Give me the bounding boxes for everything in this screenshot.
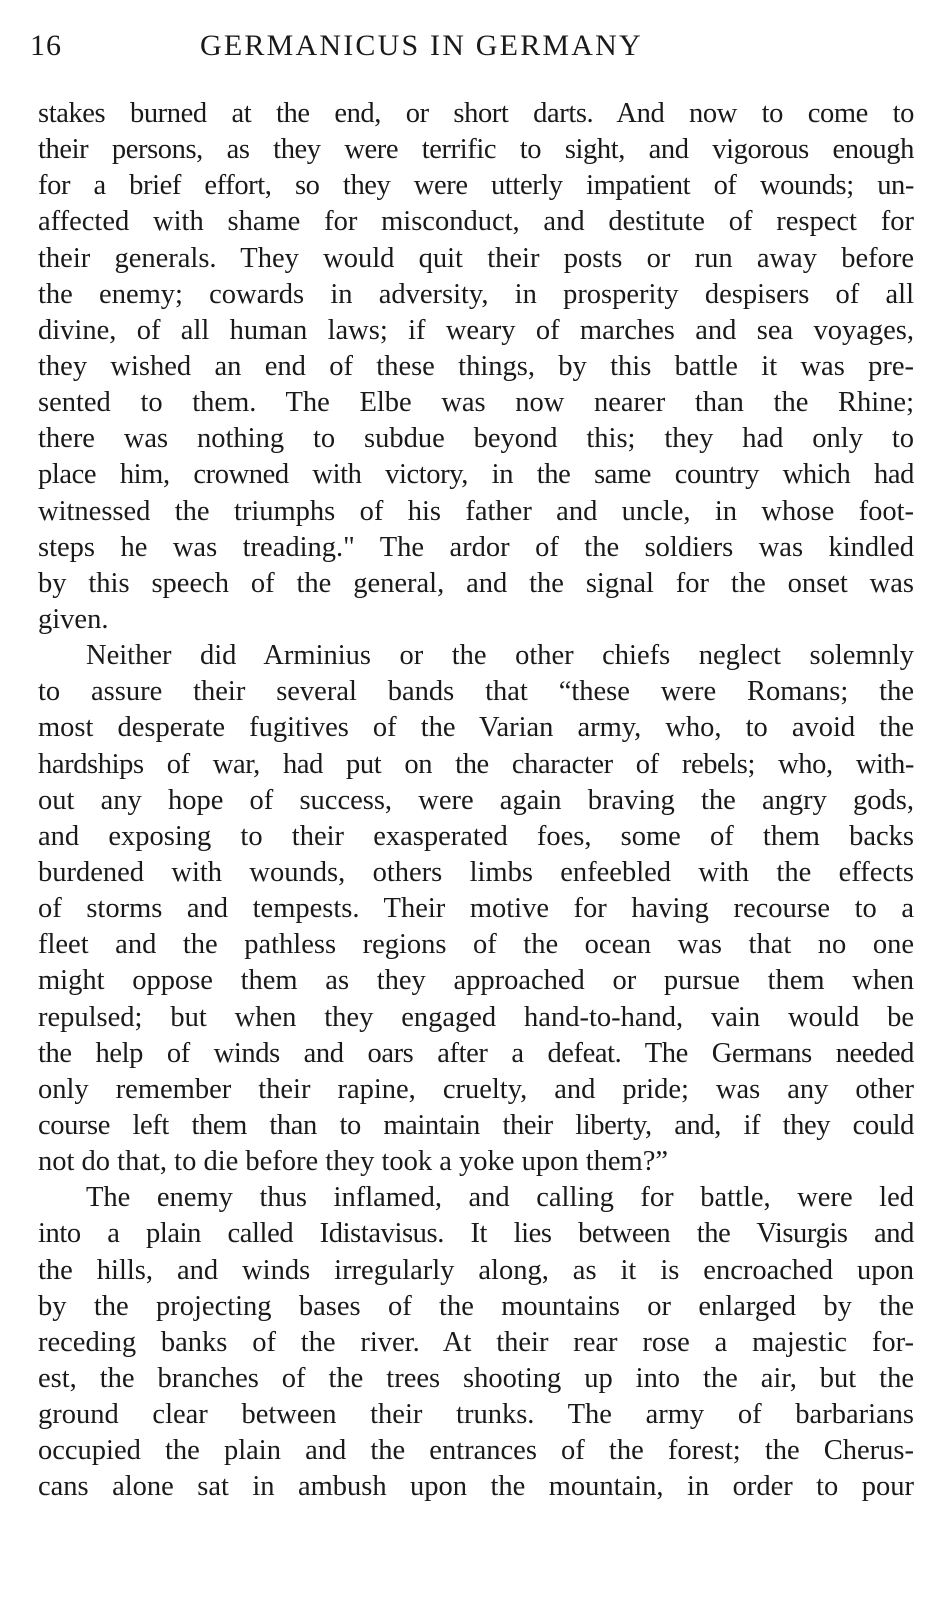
text-line: for a brief effort, so they were utterly impatient of wounds; un- [38, 170, 914, 202]
running-title: GERMANICUS IN GERMANY [200, 29, 643, 62]
text-line: might oppose them as they approached or pursue them when [38, 965, 914, 997]
text-line: the help of winds and oars after a defeat. The Germans needed [38, 1037, 914, 1069]
text-line: out any hope of success, were again braving the angry gods, [38, 784, 914, 816]
text-line: the hills, and winds irregularly along, as it is encroached upon [38, 1254, 914, 1286]
text-line: receding banks of the river. At their rear rose a majestic for- [38, 1326, 914, 1358]
text-line: hardships of war, had put on the character of rebels; who, with- [38, 748, 914, 780]
text-line: given. [38, 603, 109, 635]
text-line: they wished an end of these things, by this battle it was pre- [38, 350, 914, 382]
text-line: there was nothing to subdue beyond this; they had only to [38, 423, 914, 455]
page-number: 16 [30, 29, 62, 62]
text-line: burdened with wounds, others limbs enfeebled with the effects [38, 856, 914, 888]
body-text [38, 96, 914, 1505]
text-line: stakes burned at the end, or short darts. And now to come to [38, 98, 914, 129]
text-line: course left them than to maintain their liberty, and, if they could [38, 1109, 914, 1141]
text-line: most desperate fugitives of the Varian army, who, to avoid the [38, 712, 914, 744]
text-line: by this speech of the general, and the signal for the onset was [38, 567, 914, 599]
text-line: the enemy; cowards in adversity, in prosperity despisers of all [38, 278, 914, 310]
paragraph-start-line: Neither did Arminius or the other chiefs neglect solemnly [86, 640, 914, 672]
text-line: not do that, to die before they took a yoke upon them?” [38, 1146, 668, 1178]
text-line: by the projecting bases of the mountains or enlarged by the [38, 1290, 914, 1322]
text-line: est, the branches of the trees shooting up into the air, but the [38, 1362, 914, 1394]
text-line: witnessed the triumphs of his father and uncle, in whose foot- [38, 495, 914, 527]
text-line: steps he was treading." The ardor of the soldiers was kindled [38, 531, 914, 563]
text-line: occupied the plain and the entrances of the forest; the Cherus- [38, 1435, 914, 1467]
text-line: their generals. They would quit their posts or run away before [38, 242, 914, 274]
text-line: sented to them. The Elbe was now nearer than the Rhine; [38, 387, 914, 419]
text-line: ground clear between their trunks. The army of barbarians [38, 1399, 914, 1431]
text-line: cans alone sat in ambush upon the mountain, in order to pour [38, 1471, 914, 1503]
text-line: affected with shame for misconduct, and destitute of respect for [38, 206, 914, 238]
text-line: and exposing to their exasperated foes, some of them backs [38, 820, 914, 852]
text-line: place him, crowned with victory, in the same country which had [38, 459, 914, 491]
text-line: divine, of all human laws; if weary of marches and sea voyages, [38, 314, 914, 346]
text-line: to assure their several bands that “these were Romans; the [38, 676, 914, 708]
text-line: of storms and tempests. Their motive for having recourse to a [38, 893, 914, 925]
text-line: their persons, as they were terrific to sight, and vigorous enough [38, 134, 914, 166]
text-line: repulsed; but when they engaged hand-to-hand, vain would be [38, 1001, 914, 1033]
paragraph-start-line: The enemy thus inflamed, and calling for battle, were led [86, 1182, 914, 1214]
text-line: only remember their rapine, cruelty, and pride; was any other [38, 1073, 914, 1105]
text-line: into a plain called Idistavisus. It lies between the Visurgis and [38, 1218, 914, 1250]
text-line: fleet and the pathless regions of the ocean was that no one [38, 929, 914, 961]
